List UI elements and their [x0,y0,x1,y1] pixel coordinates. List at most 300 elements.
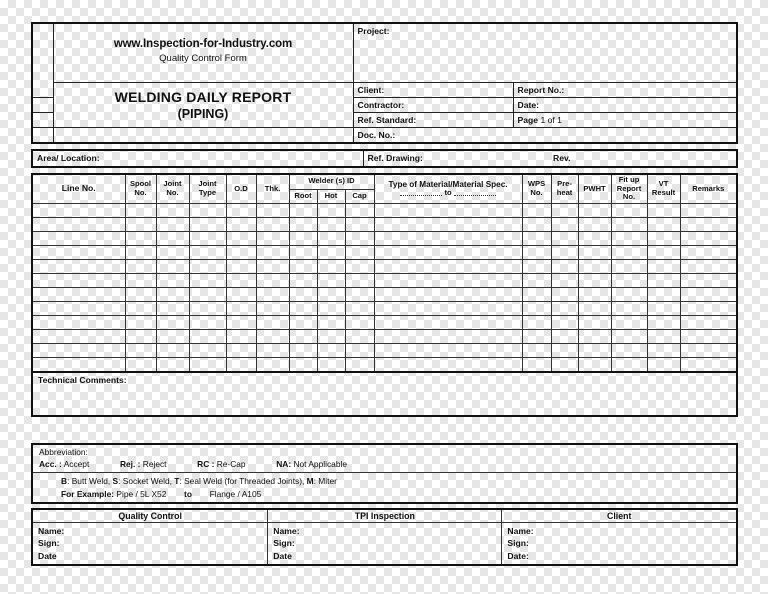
table-cell[interactable] [680,218,736,232]
table-cell[interactable] [680,246,736,260]
table-cell[interactable] [189,358,226,373]
table-cell[interactable] [578,288,611,302]
table-cell[interactable] [256,218,289,232]
title-block [31,22,738,144]
example-to: to [184,489,192,500]
table-cell[interactable] [189,344,226,358]
table-cell[interactable] [522,316,551,330]
table-cell[interactable] [125,288,156,302]
ref-drawing-label: Ref. Drawing: [367,153,423,163]
col-wps-no [522,175,551,204]
table-cell[interactable] [226,358,256,373]
table-cell[interactable] [289,302,317,316]
table-cell[interactable] [374,232,522,246]
date-field[interactable] [513,98,736,113]
col-fitup-line2: Report [616,183,642,193]
table-cell[interactable] [522,232,551,246]
table-cell[interactable] [522,330,551,344]
table-cell[interactable] [578,204,611,218]
table-cell[interactable] [125,358,156,373]
col-preheat [551,175,578,204]
table-cell[interactable] [611,218,647,232]
table-cell[interactable] [256,232,289,246]
table-cell[interactable] [551,260,578,274]
abbreviation-codes-line [33,457,736,472]
table-cell[interactable] [578,316,611,330]
table-cell[interactable] [317,246,345,260]
col-joint-no-line2: No. [166,188,179,198]
table-cell[interactable] [226,274,256,288]
table-row[interactable] [33,330,736,344]
table-cell[interactable] [578,218,611,232]
table-cell[interactable] [156,358,189,373]
table-cell[interactable] [33,316,125,330]
table-row[interactable] [33,246,736,260]
table-cell[interactable] [647,330,680,344]
table-cell[interactable] [345,358,374,373]
table-cell[interactable] [551,330,578,344]
table-cell[interactable] [680,344,736,358]
title-left-spacer [33,24,53,98]
table-row[interactable] [33,316,736,330]
page-total: 1 [557,115,562,125]
table-cell[interactable] [578,330,611,344]
col-remarks: Remarks [680,175,736,204]
col-welder-root: Root [289,189,317,204]
table-cell[interactable] [345,260,374,274]
page-field [513,113,736,128]
table-cell[interactable] [189,316,226,330]
weld-type-codes-cell [33,473,736,503]
abbreviation-legend [31,443,738,504]
table-cell[interactable] [33,288,125,302]
table-cell[interactable] [522,344,551,358]
table-cell[interactable] [189,204,226,218]
col-preheat-line1: Pre- [557,179,572,189]
doc-no-label: Doc. No.: [357,130,396,140]
technical-comments-field[interactable] [33,372,736,415]
table-cell[interactable] [125,316,156,330]
table-cell[interactable] [125,260,156,274]
area-location-label: Area/ Location: [37,153,100,163]
table-cell[interactable] [125,204,156,218]
table-cell[interactable] [680,330,736,344]
table-cell[interactable] [317,344,345,358]
table-row[interactable] [33,204,736,218]
date-label: Date: [517,100,539,110]
table-cell[interactable] [33,358,125,373]
table-cell[interactable] [374,260,522,274]
tpi-sign-label: Sign: [273,538,295,549]
table-cell[interactable] [125,218,156,232]
welding-daily-report-form [31,22,738,559]
report-no-field[interactable] [513,83,736,98]
signature-fields-tpi-inspection[interactable] [268,523,502,564]
table-cell[interactable] [156,246,189,260]
table-cell[interactable] [578,274,611,288]
table-cell[interactable] [680,232,736,246]
b-value: : Butt Weld, [67,476,111,487]
table-row[interactable] [33,232,736,246]
welding-joints-table [31,173,738,417]
table-cell[interactable] [611,330,647,344]
table-cell[interactable] [374,330,522,344]
table-cell[interactable] [522,358,551,373]
table-cell[interactable] [345,232,374,246]
table-cell[interactable] [522,302,551,316]
col-vt-line1: VT [658,179,669,189]
rc-value: Re-Cap [216,459,246,470]
table-cell[interactable] [647,260,680,274]
table-cell[interactable] [226,288,256,302]
table-cell[interactable] [317,274,345,288]
table-cell[interactable] [226,330,256,344]
table-cell[interactable] [551,218,578,232]
table-cell[interactable] [345,330,374,344]
table-cell[interactable] [374,204,522,218]
doc-no-field[interactable] [353,128,736,143]
table-cell[interactable] [647,288,680,302]
table-row[interactable] [33,344,736,358]
table-cell[interactable] [647,344,680,358]
table-cell[interactable] [680,288,736,302]
table-cell[interactable] [345,246,374,260]
contractor-label: Contractor: [357,100,405,110]
table-cell[interactable] [522,260,551,274]
table-cell[interactable] [680,302,736,316]
table-cell[interactable] [189,330,226,344]
table-cell[interactable] [33,302,125,316]
col-pwht: PWHT [578,175,611,204]
table-cell[interactable] [374,218,522,232]
table-cell[interactable] [256,302,289,316]
title-left-spacer-2 [33,98,53,113]
tpi-date-label: Date [273,550,292,561]
table-row[interactable] [33,302,736,316]
table-cell[interactable] [680,316,736,330]
table-cell[interactable] [256,204,289,218]
project-field[interactable] [353,24,736,83]
m-value: : Miter [313,476,337,487]
table-cell[interactable] [647,274,680,288]
table-cell[interactable] [345,344,374,358]
rev-field[interactable] [553,151,736,166]
table-cell[interactable] [374,358,522,373]
table-cell[interactable] [647,232,680,246]
table-cell[interactable] [522,288,551,302]
page-label [514,113,737,127]
table-cell[interactable] [551,274,578,288]
table-cell[interactable] [226,232,256,246]
table-cell[interactable] [611,358,647,373]
s-value: : Socket Weld, [118,476,172,487]
col-fitup-report-no [611,175,647,204]
table-cell[interactable] [611,204,647,218]
table-cell[interactable] [289,358,317,373]
table-cell[interactable] [551,232,578,246]
signature-title-tpi-inspection: TPI Inspection [268,510,502,523]
title-left-spacer-3 [33,113,53,128]
table-cell[interactable] [156,344,189,358]
table-cell[interactable] [256,344,289,358]
brand-subtitle: Quality Control Form [159,53,247,64]
table-cell[interactable] [317,302,345,316]
example-right-value: Flange / A105 [209,489,262,500]
table-cell[interactable] [189,260,226,274]
client-field[interactable] [353,83,513,98]
table-cell[interactable] [317,260,345,274]
table-cell[interactable] [226,246,256,260]
table-cell[interactable] [226,218,256,232]
table-cell[interactable] [680,204,736,218]
table-cell[interactable] [522,218,551,232]
table-cell[interactable] [578,358,611,373]
rej-key: Rej. : [119,459,141,470]
col-material-to: to [444,188,452,198]
table-cell[interactable] [611,302,647,316]
table-cell[interactable] [256,274,289,288]
col-joint-type [189,175,226,204]
table-cell[interactable] [226,260,256,274]
table-cell[interactable] [289,330,317,344]
table-cell[interactable] [551,246,578,260]
table-cell[interactable] [611,288,647,302]
table-cell[interactable] [33,204,125,218]
brand-cell [53,24,353,83]
table-cell[interactable] [33,344,125,358]
col-vt-result [647,175,680,204]
col-material-to-line [375,189,522,198]
signature-block [31,508,738,566]
table-cell[interactable] [256,260,289,274]
table-cell[interactable] [374,302,522,316]
table-cell[interactable] [256,316,289,330]
project-label: Project: [357,26,390,36]
table-cell[interactable] [256,288,289,302]
table-cell[interactable] [189,288,226,302]
table-cell[interactable] [156,218,189,232]
table-cell[interactable] [345,316,374,330]
rej-value: Reject [142,459,167,470]
table-cell[interactable] [256,246,289,260]
col-material-title: Type of Material/Material Spec. [388,180,508,189]
qc-date-label: Date [38,550,57,561]
table-cell[interactable] [156,330,189,344]
table-cell[interactable] [611,316,647,330]
example-line [33,486,736,502]
table-cell[interactable] [647,218,680,232]
table-cell[interactable] [289,274,317,288]
col-wps-line2: No. [530,188,543,198]
table-cell[interactable] [33,260,125,274]
table-cell[interactable] [289,316,317,330]
col-spool-line2: No. [134,188,147,198]
table-cell[interactable] [551,288,578,302]
table-cell[interactable] [551,204,578,218]
table-cell[interactable] [611,344,647,358]
na-key: NA: [276,459,292,470]
table-cell[interactable] [125,302,156,316]
signature-title-quality-control: Quality Control [33,510,268,523]
example-left-value: Pipe / 5L X52 [116,489,167,500]
table-row[interactable] [33,274,736,288]
table-cell[interactable] [317,330,345,344]
table-cell[interactable] [611,260,647,274]
table-cell[interactable] [156,232,189,246]
table-cell[interactable] [374,316,522,330]
col-welder-cap: Cap [345,189,374,204]
table-cell[interactable] [374,288,522,302]
table-cell[interactable] [680,358,736,373]
table-row[interactable] [33,288,736,302]
table-cell[interactable] [551,316,578,330]
table-cell[interactable] [289,232,317,246]
table-row[interactable] [33,260,736,274]
col-joint-type-line1: Joint [198,179,217,189]
qc-sign-label: Sign: [38,538,60,549]
table-cell[interactable] [551,344,578,358]
m-key: M [306,476,314,487]
t-key: T [174,476,180,487]
table-cell[interactable] [226,316,256,330]
acc-value: Accept [63,459,90,470]
ref-standard-field[interactable] [353,113,513,128]
table-cell[interactable] [611,232,647,246]
table-cell[interactable] [289,288,317,302]
table-cell[interactable] [156,204,189,218]
table-cell[interactable] [125,232,156,246]
table-cell[interactable] [125,274,156,288]
table-cell[interactable] [256,330,289,344]
table-cell[interactable] [156,288,189,302]
table-cell[interactable] [125,330,156,344]
table-cell[interactable] [345,218,374,232]
area-location-field[interactable] [33,151,363,166]
client-date-label: Date: [507,550,529,561]
table-cell[interactable] [345,288,374,302]
table-cell[interactable] [289,218,317,232]
table-cell[interactable] [345,204,374,218]
table-cell[interactable] [578,302,611,316]
table-cell[interactable] [289,246,317,260]
table-cell[interactable] [189,218,226,232]
table-cell[interactable] [317,288,345,302]
table-cell[interactable] [522,274,551,288]
table-cell[interactable] [680,260,736,274]
acc-key: Acc. : [39,459,62,470]
table-cell[interactable] [317,232,345,246]
table-cell[interactable] [647,358,680,373]
table-cell[interactable] [33,246,125,260]
title-bottom-spacer [53,128,353,143]
table-cell[interactable] [611,246,647,260]
table-cell[interactable] [156,316,189,330]
table-cell[interactable] [289,260,317,274]
table-cell[interactable] [317,316,345,330]
table-cell[interactable] [647,204,680,218]
table-cell[interactable] [289,204,317,218]
table-cell[interactable] [189,274,226,288]
table-cell[interactable] [33,232,125,246]
table-cell[interactable] [522,204,551,218]
table-cell[interactable] [647,246,680,260]
t-value: : Seal Weld (for Threaded Joints), [179,476,305,487]
col-od: O.D [226,175,256,204]
table-cell[interactable] [189,246,226,260]
brand-text: www.Inspection-for-Industry.com [113,38,293,50]
table-cell[interactable] [345,274,374,288]
table-cell[interactable] [226,302,256,316]
page-current: 1 [540,115,546,125]
table-row[interactable] [33,218,736,232]
table-cell[interactable] [189,302,226,316]
example-label: For Example: [61,489,115,500]
table-cell[interactable] [611,274,647,288]
table-body [33,204,736,373]
technical-comments-row[interactable] [33,372,736,415]
table-cell[interactable] [647,302,680,316]
table-cell[interactable] [125,344,156,358]
signature-fields-quality-control[interactable] [33,523,268,564]
table-cell[interactable] [345,302,374,316]
table-header-row-1 [33,175,736,189]
table-cell[interactable] [226,204,256,218]
table-cell[interactable] [522,246,551,260]
table-cell[interactable] [680,274,736,288]
contractor-field[interactable] [353,98,513,113]
table-cell[interactable] [578,232,611,246]
ref-standard-label: Ref. Standard: [357,115,417,125]
na-value: Not Applicable [293,459,347,470]
abbreviation-header-cell [33,445,736,473]
table-cell[interactable] [647,316,680,330]
table-cell[interactable] [156,274,189,288]
table-cell[interactable] [578,260,611,274]
table-cell[interactable] [317,204,345,218]
table-cell[interactable] [256,358,289,373]
signature-fields-client[interactable] [502,523,736,564]
table-cell[interactable] [33,218,125,232]
col-joint-no [156,175,189,204]
col-line-no: Line No. [33,175,125,204]
table-cell[interactable] [317,358,345,373]
table-cell[interactable] [156,302,189,316]
table-cell[interactable] [578,344,611,358]
table-cell[interactable] [374,344,522,358]
col-vt-line2: Result [651,188,676,198]
table-cell[interactable] [289,344,317,358]
table-cell[interactable] [551,302,578,316]
col-fitup-line3: No. [622,192,636,202]
s-key: S [112,476,119,487]
table-cell[interactable] [374,246,522,260]
material-dotline-right [454,191,496,196]
table-cell[interactable] [33,274,125,288]
table-cell[interactable] [374,274,522,288]
table-cell[interactable] [125,246,156,260]
table-row[interactable] [33,358,736,373]
ref-drawing-field[interactable] [363,151,553,166]
table-cell[interactable] [189,232,226,246]
table-cell[interactable] [156,260,189,274]
table-cell[interactable] [551,358,578,373]
table-cell[interactable] [317,218,345,232]
table-cell[interactable] [33,330,125,344]
table-cell[interactable] [578,246,611,260]
table-cell[interactable] [226,344,256,358]
col-material-spec [374,175,522,204]
col-fitup-line1: Fit up [618,175,640,184]
